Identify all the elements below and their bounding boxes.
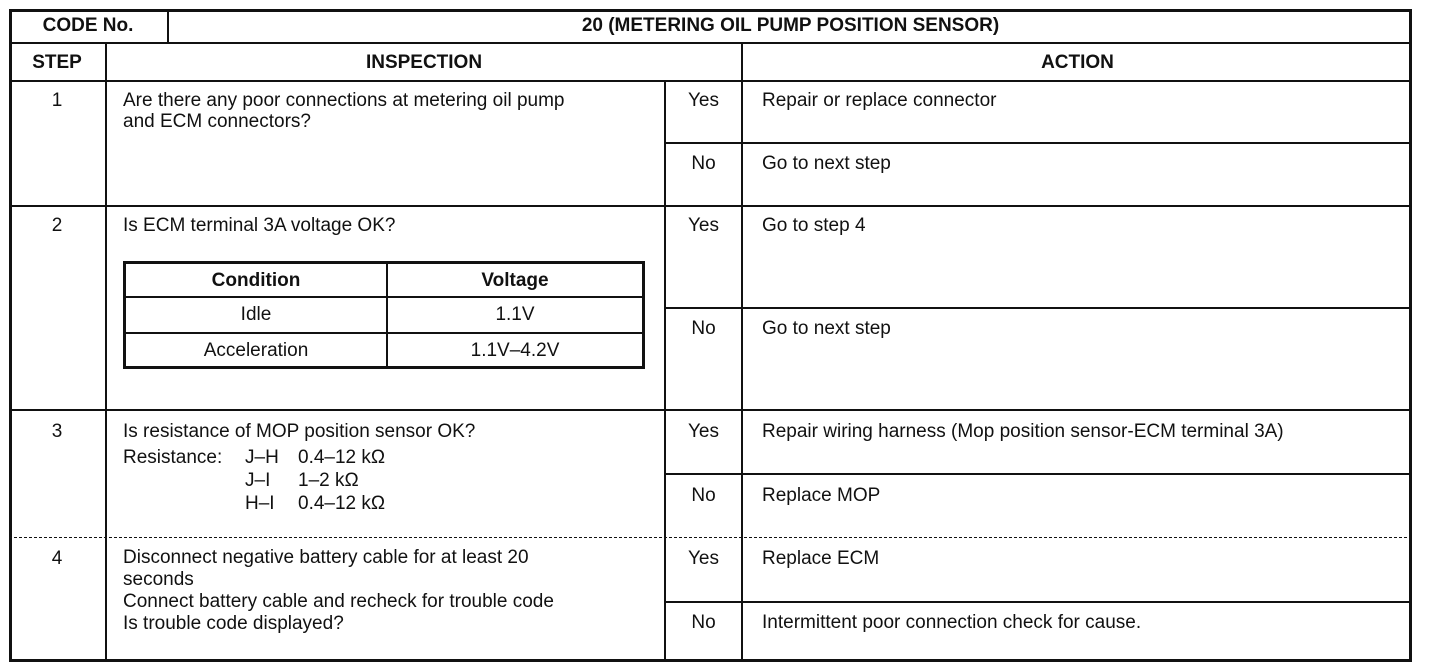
voltage-table-cell: 1.1V–4.2V: [470, 340, 560, 361]
step-inspection: Are there any poor connections at metering oil pump and ECM connectors?: [123, 90, 565, 132]
yes-action: Go to step 4: [762, 215, 866, 236]
resistance-value: 0.4–12 kΩ: [298, 493, 386, 514]
no-action: Replace MOP: [762, 485, 881, 506]
step-number: 2: [51, 215, 63, 236]
no-label: No: [691, 153, 716, 174]
voltage-table-cell: Acceleration: [203, 340, 309, 361]
step2-divider: [9, 409, 1412, 411]
step-inspection: Is ECM terminal 3A voltage OK?: [123, 215, 396, 236]
inspection-column-header: INSPECTION: [365, 52, 483, 73]
yes-label: Yes: [688, 548, 719, 569]
resistance-value: 1–2 kΩ: [298, 470, 359, 491]
step-number: 1: [51, 90, 63, 111]
code-title: 20 (METERING OIL PUMP POSITION SENSOR): [581, 15, 1000, 36]
no-action: Go to next step: [762, 318, 891, 339]
resistance-pins: J–I: [245, 470, 271, 491]
step-number: 3: [51, 421, 63, 442]
resistance-value: 0.4–12 kΩ: [298, 447, 386, 468]
step-column-header: STEP: [32, 52, 82, 73]
voltage-table-cell: 1.1V: [495, 304, 535, 325]
voltage-table: [123, 261, 645, 369]
column-header-divider: [9, 80, 1412, 82]
step1-yes-no-divider: [665, 142, 1412, 144]
step-inspection: Is resistance of MOP position sensor OK?: [123, 421, 476, 442]
yes-action: Repair wiring harness (Mop position sensor-ECM terminal 3A): [762, 421, 1284, 442]
resistance-pins: H–I: [245, 493, 275, 514]
yes-action: Replace ECM: [762, 548, 880, 569]
voltage-table-header-divider: [126, 296, 642, 298]
no-label: No: [691, 318, 716, 339]
voltage-table-cell: Idle: [240, 304, 272, 325]
yes-action: Repair or replace connector: [762, 90, 997, 111]
no-action: Intermittent poor connection check for cause.: [762, 612, 1142, 633]
step2-yes-no-divider: [665, 307, 1412, 309]
step3-divider: [9, 537, 1412, 538]
step-inspection: Disconnect negative battery cable for at least 20 seconds Connect battery cable and recheck for trouble code Is trouble code displayed?: [123, 547, 554, 634]
yes-label: Yes: [688, 215, 719, 236]
action-column-header: ACTION: [1041, 52, 1114, 73]
no-label: No: [691, 612, 716, 633]
no-action: Go to next step: [762, 153, 891, 174]
code-label: CODE No.: [42, 15, 134, 36]
resistance-pins: J–H: [245, 447, 279, 468]
action-column-divider: [741, 42, 743, 662]
step4-yes-no-divider: [665, 601, 1412, 603]
resistance-label: Resistance:: [123, 447, 223, 468]
voltage-table-header-voltage: Voltage: [481, 270, 549, 291]
voltage-table-row-divider: [126, 332, 642, 334]
step3-yes-no-divider: [665, 473, 1412, 475]
no-label: No: [691, 485, 716, 506]
yes-label: Yes: [688, 90, 719, 111]
step-column-divider: [105, 42, 107, 662]
voltage-table-header-condition: Condition: [211, 270, 301, 291]
step-number: 4: [51, 548, 63, 569]
yes-label: Yes: [688, 421, 719, 442]
header-divider: [9, 42, 1412, 44]
step1-divider: [9, 205, 1412, 207]
